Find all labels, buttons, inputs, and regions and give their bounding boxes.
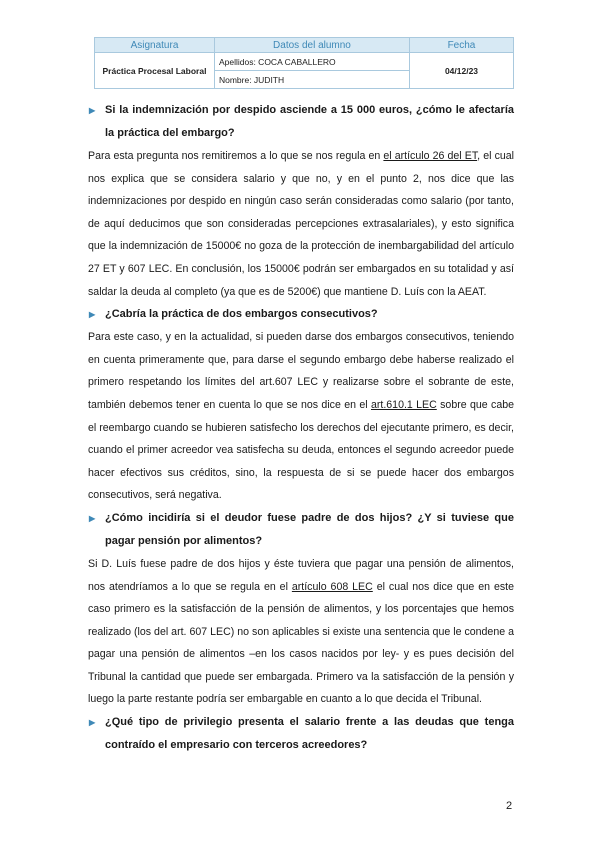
question-3-text: ¿Cómo incidiría si el deudor fuese padre de dos hijos? ¿Y si tuviese que pagar pensión por alimentos? — [105, 511, 514, 547]
question-4 — [88, 711, 514, 757]
answer-1 — [88, 145, 514, 303]
answer-3-reference-link[interactable]: artículo 608 LEC — [291, 580, 373, 593]
answer-2-part-2: sobre que cabe el reembargo cuando se hubieren satisfecho los derechos del ejecutante primero, es decir, cuando el primer acreedor vea satisfecha su deuda, entonces el segundo acreedor puede hacer efectivos sus créditos, sino, la respuesta de si se puede hacer dos embargos consecutivos, será negativa. — [88, 398, 515, 502]
page-number: 2 — [506, 800, 513, 812]
question-1 — [88, 99, 514, 145]
subject-value: Práctica Procesal Laboral — [95, 53, 215, 89]
date-value: 04/12/23 — [409, 53, 513, 89]
answer-2 — [88, 326, 514, 507]
triangle-bullet-icon: ▶ — [89, 718, 96, 728]
question-2 — [88, 303, 514, 326]
document-body — [88, 99, 514, 757]
student-header: Datos del alumno — [214, 38, 409, 53]
answer-3 — [88, 553, 514, 711]
answer-1-part-1: Para esta pregunta nos remitiremos a lo que se nos regula en — [88, 150, 384, 162]
answer-2-reference-link[interactable]: art.610.1 LEC — [370, 398, 437, 411]
triangle-bullet-icon: ▶ — [89, 106, 96, 115]
subject-header: Asignatura — [95, 38, 215, 53]
surname-value: Apellidos: COCA CABALLERO — [214, 53, 409, 71]
answer-3-part-1: Si D. Luís fuese padre de dos hijos y éste tuviera que pagar una pensión de alimentos, nos atendríamos a lo que se regula en el — [88, 557, 514, 593]
date-header: Fecha — [409, 38, 513, 53]
answer-3-part-2: el cual nos dice que en este caso primero es la satisfacción de la pensión de alimentos, y los porcentajes que hemos realizado (los del art. 607 LEC) no son aplicables si existe una sentencia que le condene a pagar una pensión de alimentos –en los casos nacidos por ley- y es pues decisión del Tribunal la cantidad que puede ser embargada. Primero va la satisfacción de la pensión y luego la parte restante podría ser embargable en cuanto a lo que decida el Tribunal. — [88, 580, 515, 706]
answer-1-reference-link[interactable]: el artículo 26 del ET — [383, 150, 478, 162]
name-value: Nombre: JUDITH — [214, 71, 409, 89]
question-4-text: ¿Qué tipo de privilegio presenta el salario frente a las deudas que tenga contraído el empresario con terceros acreedores? — [105, 716, 514, 752]
header-table — [94, 37, 514, 89]
answer-1-part-2: , el cual nos explica que se considera salario y que no, y en el punto 2, nos dice que las indemnizaciones por despido en ningún caso serán consideradas como salario (por tanto, de aquí deducimos que son consideradas percepciones extrasalariales), y esto significa que la indemnización de 15000€ no goza de la protección de inembargabilidad del artículo 27 ET y 607 LEC. En conclusión, los 15000€ podrán ser embargados en su totalidad y así saldar la deuda al completo (ya que es de 5200€) que mantiene D. Luís con la AEAT. — [88, 150, 515, 298]
triangle-bullet-icon: ▶ — [89, 310, 96, 320]
answer-2-part-1: Para este caso, y en la actualidad, si pueden darse dos embargos consecutivos, teniendo en cuenta primeramente que, para darse el segundo embargo debe haberse realizado el primero respetando los límites del art.607 LEC y realizarse sobre el sobrante de este, también debemos tener en cuenta lo que se nos dice en el — [88, 331, 514, 411]
question-3 — [88, 507, 514, 553]
question-1-text: Si la indemnización por despido asciende a 15 000 euros, ¿cómo le afectaría la práctica del embargo? — [105, 104, 514, 139]
triangle-bullet-icon: ▶ — [89, 513, 96, 523]
question-2-text: ¿Cabría la práctica de dos embargos consecutivos? — [105, 308, 378, 321]
